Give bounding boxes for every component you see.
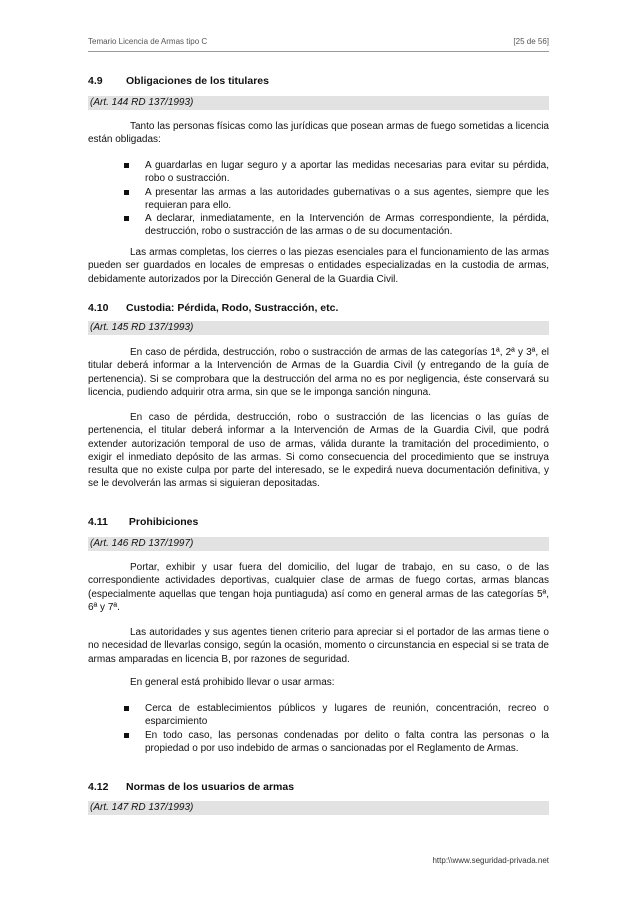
list-item: A declarar, inmediatamente, en la Intervención de Armas correspondiente, la pérdida, destrucción, robo o sustracción de las armas o de su documentación. (88, 212, 549, 239)
bullet-list (88, 702, 549, 755)
bullet-list (88, 159, 549, 239)
paragraph: En general está prohibido llevar o usar armas: (130, 677, 335, 688)
section-reference: (Art. 145 RD 137/1993) (88, 321, 549, 335)
section-title-4-11 (88, 516, 198, 528)
square-bullet-icon (124, 706, 129, 711)
page-header (88, 37, 549, 46)
page-counter: [25 de 56] (513, 37, 549, 46)
list-item: A presentar las armas a las autoridades gubernativas o a sus agentes, siempre que les requieran para ello. (88, 186, 549, 213)
header-divider (88, 51, 549, 52)
square-bullet-icon (124, 163, 129, 168)
section-number: 4.9 (88, 75, 103, 87)
section-heading: Custodia: Pérdida, Rodo, Sustracción, etc. (126, 302, 339, 314)
section-title-4-9 (88, 75, 269, 87)
header-title: Temario Licencia de Armas tipo C (88, 37, 208, 46)
section-heading: Obligaciones de los titulares (126, 75, 269, 87)
list-item: Cerca de establecimientos públicos y lugares de reunión, concentración, recreo o esparcimiento (88, 702, 549, 729)
section-number: 4.11 (88, 516, 108, 528)
list-item: En todo caso, las personas condenadas por delito o falta contra las personas o la propiedad o por uso indebido de armas o sancionadas por el Reglamento de Armas. (88, 729, 549, 756)
section-heading: Normas de los usuarios de armas (126, 781, 295, 793)
footer-url[interactable]: http:\\www.seguridad-privada.net (432, 856, 549, 865)
section-title-4-12 (88, 781, 294, 793)
square-bullet-icon (124, 216, 129, 221)
paragraph: Portar, exhibir y usar fuera del domicilio, del lugar de trabajo, en su caso, o de las correspondiente actividades deportivas, cualquier clase de armas de fuego cortas, armas blancas (especialmente aquellas que tengan hoja puntiaguda) así como en general armas de las categorías 5ª, 6ª y 7ª. (88, 562, 549, 613)
paragraph: En caso de pérdida, destrucción, robo o sustracción de las licencias o las guías de pertenencia, el titular deberá informar a la Intervención de Armas de la Guardia Civil, que podrá extender autorización temporal de uso de armas, válida durante la tramitación del procedimiento, o exigir el inmediato depósito de las armas. Si como consecuencia del procedimiento que se instruya resulta que no existe culpa por parte del interesado, se le expedirá nueva documentación definitiva, y se le devolverán las armas si siguieran depositadas. (88, 412, 549, 490)
section-reference: (Art. 144 RD 137/1993) (88, 96, 549, 110)
section-number: 4.10 (88, 302, 109, 314)
paragraph: En caso de pérdida, destrucción, robo o sustracción de armas de las categorías 1ª, 2ª y 3ª, el titular deberá informar a la Intervención de Armas de la Guardia Civil (y entregando de la guía de pertenencia). Si se comprobara que la destrucción del arma no es por negligencia, éste conservará su licencia, pudiendo adquirir otra arma, sin que se le imponga sanción ninguna. (88, 347, 549, 398)
paragraph: Las armas completas, los cierres o las piezas esenciales para el funcionamiento de las armas pueden ser guardados en locales de empresas o entidades especializadas en la custodia de armas, debidamente autorizados por la Dirección General de la Guardia Civil. (88, 247, 549, 285)
section-heading: Prohibiciones (126, 516, 199, 528)
section-reference: (Art. 146 RD 137/1997) (88, 537, 549, 551)
section-reference: (Art. 147 RD 137/1993) (88, 801, 549, 815)
section-title-4-10 (88, 302, 338, 314)
paragraph: Las autoridades y sus agentes tienen criterio para apreciar si el portador de las armas tiene o no necesidad de llevarlas consigo, según la ocasión, momento o circunstancia en especial si se trata de armas amparadas en licencia B, por razones de seguridad. (88, 627, 549, 665)
list-item: A guardarlas en lugar seguro y a aportar las medidas necesarias para evitar su pérdida, robo o sustracción. (88, 159, 549, 186)
section-number: 4.12 (88, 781, 109, 793)
square-bullet-icon (124, 733, 129, 738)
square-bullet-icon (124, 190, 129, 195)
paragraph: Tanto las personas físicas como las jurídicas que posean armas de fuego sometidas a licencia están obligadas: (88, 121, 549, 146)
